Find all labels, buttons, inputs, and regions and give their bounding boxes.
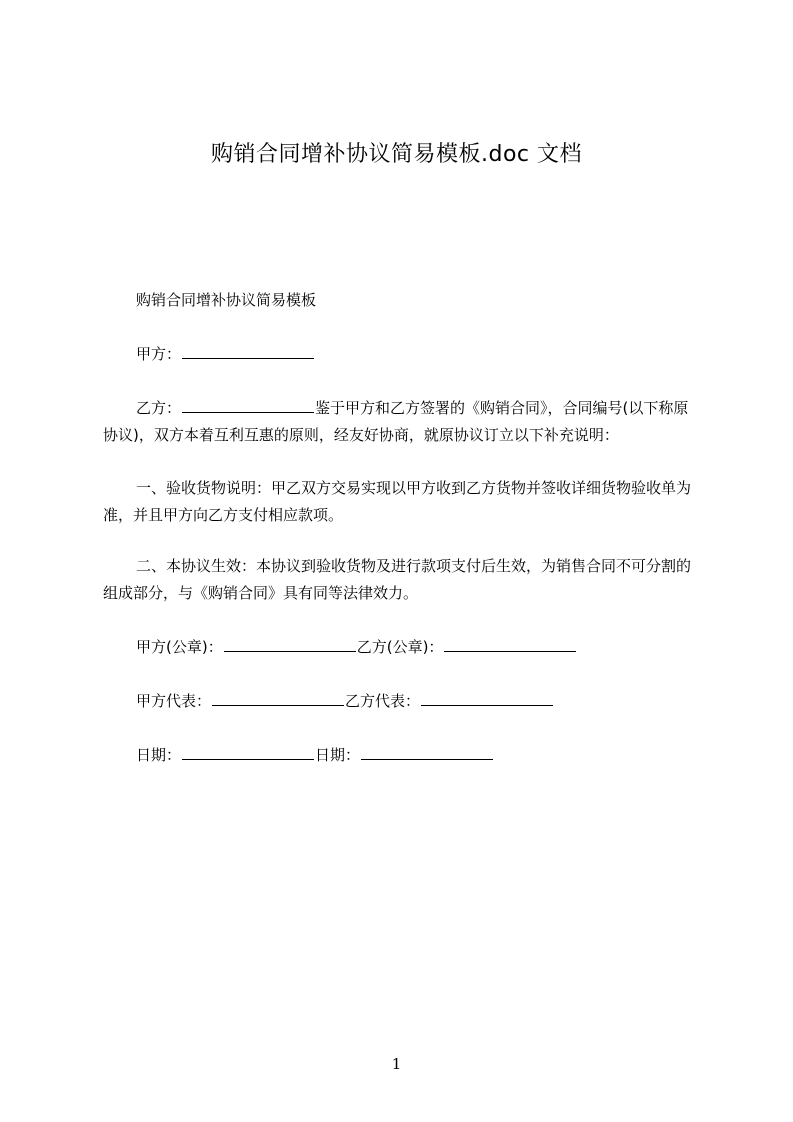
seal-b-label: 乙方(公章)： xyxy=(356,638,444,656)
rep-b-blank xyxy=(421,690,553,706)
representative-line xyxy=(103,688,703,715)
party-b-blank xyxy=(182,397,314,413)
party-b-label: 乙方： xyxy=(136,399,182,417)
seal-a-blank xyxy=(224,636,356,652)
rep-a-label: 甲方代表： xyxy=(136,692,212,710)
clause-2-text: 二、本协议生效：本协议到验收货物及进行款项支付后生效，为销售合同不可分割的组成部分，与《购销合同》具有同等法律效力。 xyxy=(103,557,692,602)
seal-line xyxy=(103,634,703,661)
seal-b-blank xyxy=(444,636,576,652)
page-number: 1 xyxy=(391,1055,402,1073)
agreement-subtitle xyxy=(103,287,703,314)
party-a-blank xyxy=(182,343,314,359)
document-title: 购销合同增补协议简易模板.doc 文档 xyxy=(210,142,582,167)
date-line xyxy=(103,742,703,769)
clause-1-paragraph xyxy=(103,475,703,529)
date-a-blank xyxy=(182,744,314,760)
party-b-text: 鉴于甲方和乙方签署的《购销合同》，合同编号(以下称原协议)，双方本着互利互惠的原则，经友好协商，就原协议订立以下补充说明： xyxy=(103,399,689,444)
party-b-paragraph xyxy=(103,395,703,449)
party-a-label: 甲方： xyxy=(136,345,182,363)
clause-1-text: 一、验收货物说明：甲乙双方交易实现以甲方收到乙方货物并签收详细货物验收单为准，并且甲方向乙方支付相应款项。 xyxy=(103,479,692,524)
seal-a-label: 甲方(公章)： xyxy=(136,638,223,656)
date-a-label: 日期： xyxy=(136,746,182,764)
clause-2-paragraph xyxy=(103,553,703,607)
rep-a-blank xyxy=(212,690,344,706)
date-b-label: 日期： xyxy=(315,746,361,764)
party-a-line xyxy=(103,341,703,368)
rep-b-label: 乙方代表： xyxy=(345,692,421,710)
date-b-blank xyxy=(361,744,493,760)
agreement-subtitle-text: 购销合同增补协议简易模板 xyxy=(136,291,317,309)
